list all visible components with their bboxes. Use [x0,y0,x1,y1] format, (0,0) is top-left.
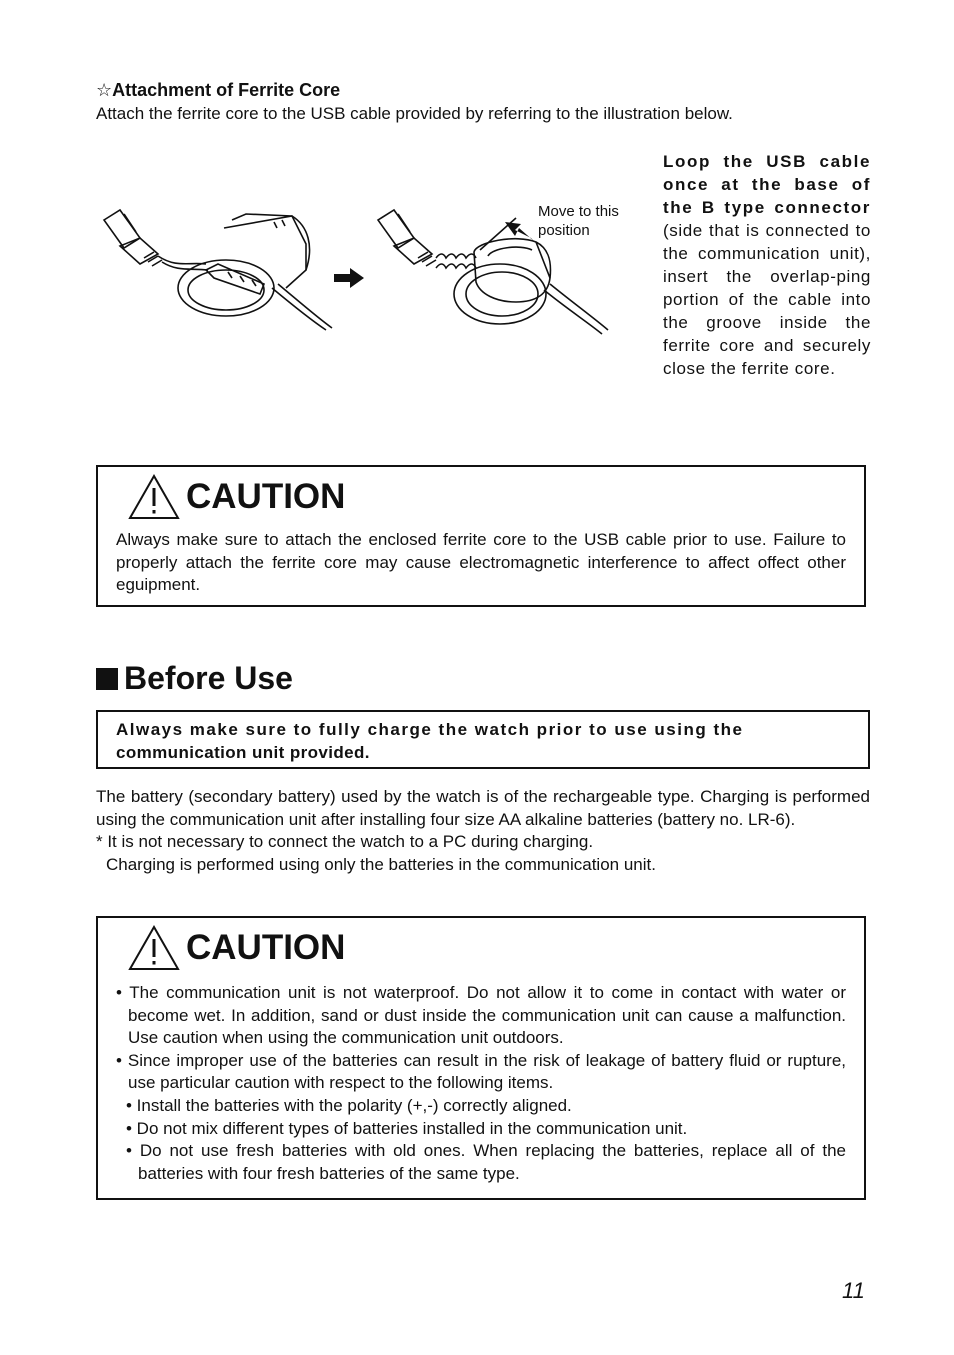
charge-notice-line2: communication unit provided. [116,743,370,762]
caution-title-row [128,928,864,968]
square-bullet-icon [96,668,118,690]
caution-title-row [128,477,864,517]
ferrite-note-text: (side that is connected to the communication unit), insert the overlap-ping portion of the cable into the groove inside the ferrite core and securely close the ferrite core. [663,221,871,378]
move-label-line2: position [538,222,590,239]
charging-note-continued: Charging is performed using only the batteries in the communication unit. [106,855,656,875]
charge-notice-box [96,710,870,769]
battery-paragraph: The battery (secondary battery) used by the watch is of the rechargeable type. Charging is performed using the communication unit after installing four size AA alkaline batteries (battery no. LR-6). [96,787,870,829]
warning-triangle-icon [128,474,180,520]
caution-body: Always make sure to attach the enclosed ferrite core to the USB cable prior to use. Failure to properly attach the ferrite core may cause electromagnetic interference to affect offect other eguipment. [116,530,846,595]
ferrite-intro: Attach the ferrite core to the USB cable provided by referring to the illustration below. [96,104,733,123]
ferrite-heading-text: Attachment of Ferrite Core [112,80,341,100]
caution-title: CAUTION [186,928,346,967]
caution-subbullet-fresh-old: • Do not use fresh batteries with old ones. When replacing the batteries, replace all of the batteries with four fresh batteries of the same type. [126,1141,846,1183]
charging-note: * It is not necessary to connect the watch to a PC during charging. [96,832,594,852]
ferrite-note-bold: Loop the USB cable once at the base of the B type connector [663,152,871,217]
section-heading-text: Before Use [124,660,293,696]
caution-subbullet-polarity: • Install the batteries with the polarity (+,-) correctly aligned. [126,1095,572,1115]
caution-bullet-batteries: • Since improper use of the batteries can result in the risk of leakage of battery fluid or rupture, use particular caution with respect to the following items. [116,1050,846,1093]
section-heading [96,660,293,697]
page-number: 11 [842,1278,865,1303]
ferrite-instruction-note [663,150,871,380]
battery-description [96,786,870,877]
caution-body [98,982,864,1185]
caution-title: CAUTION [186,477,346,516]
move-position-label [538,202,648,240]
move-label-line1: Move to this [538,203,619,220]
star-icon: ☆ [96,80,113,100]
charge-notice-line1: Always make sure to fully charge the watch prior to use using the [116,720,744,739]
warning-triangle-icon [128,925,180,971]
caution-bullet-waterproof: • The communication unit is not waterproof. Do not allow it to come in contact with water or become wet. In addition, sand or dust inside the communication unit can cause a malfunction. Use caution when using the communication unit outdoors. [116,983,846,1048]
caution-subbullet-mix-types: • Do not mix different types of batteries installed in the communication unit. [126,1118,688,1138]
ferrite-heading [96,80,340,101]
caution-box-ferrite [96,465,866,607]
caution-box-battery [96,916,866,1200]
